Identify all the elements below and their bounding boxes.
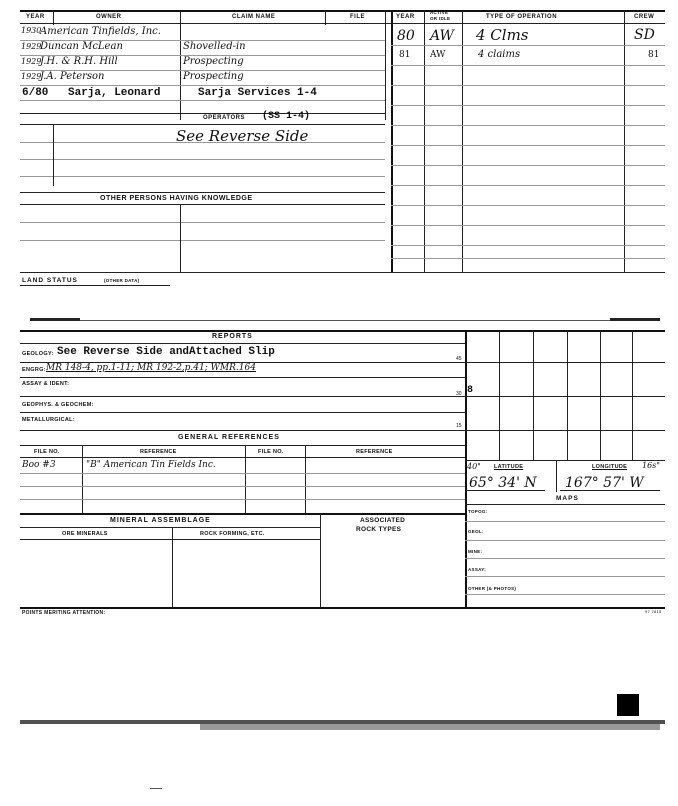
- scan-smudge: [200, 724, 660, 730]
- owner-year: 1930: [21, 26, 42, 35]
- activity-crew: 81: [648, 50, 660, 60]
- longitude-label: LONGITUDE: [592, 464, 628, 470]
- general-references-title: GENERAL REFERENCES: [178, 434, 280, 441]
- form-code: 97 7815: [645, 609, 662, 614]
- scan-smudge: [150, 788, 162, 789]
- maps-other-photos: OTHER (& PHOTOS): [468, 586, 517, 591]
- maps-geol: GEOL:: [468, 529, 484, 534]
- margin-mark-15: 15: [456, 423, 462, 429]
- header-year: YEAR: [26, 14, 45, 20]
- header-type-of-operation: TYPE OF OPERATION: [486, 14, 558, 20]
- owner-name: J.H. & R.H. Hill: [40, 56, 118, 67]
- latitude-label: LATITUDE: [494, 464, 524, 470]
- header-owner: OWNER: [96, 14, 122, 20]
- scan-smudge: [610, 318, 660, 321]
- scan-smudge: [30, 318, 80, 321]
- activity-crew: SD: [634, 27, 655, 43]
- col-reference-2: REFERENCE: [356, 449, 393, 455]
- owner-year: 1929: [21, 72, 42, 81]
- assay-ident-label: ASSAY & IDENT:: [22, 381, 70, 387]
- mineral-assemblage-title: MINERAL ASSEMBLAGE: [110, 517, 211, 524]
- operators-label: OPERATORS: [203, 115, 245, 121]
- scan-smudge: [80, 320, 660, 321]
- margin-mark-45: 45: [456, 356, 462, 362]
- owner-name: Sarja, Leonard: [68, 87, 161, 99]
- header-active: ACTIVE: [430, 10, 449, 15]
- operators-code: (SS 1-4): [262, 111, 311, 122]
- engrg-value: MR 148-4, pp.1-11; MR 192-2,p.41; WMR.164: [46, 363, 256, 373]
- points-meriting-label: POINTS MERITING ATTENTION:: [22, 610, 106, 616]
- col-file-no: FILE NO.: [34, 449, 60, 455]
- claim-name: Prospecting: [183, 71, 244, 82]
- reports-title: REPORTS: [212, 333, 253, 340]
- geology-label: GEOLOGY:: [22, 351, 54, 357]
- col-file-no-2: FILE NO.: [258, 449, 284, 455]
- owner-name: American Tinfields, Inc.: [40, 26, 161, 37]
- activity-status: AW: [430, 28, 454, 44]
- owner-name: Duncan McLean: [40, 41, 123, 52]
- header-crew: CREW: [634, 14, 655, 20]
- longitude-value: 167° 57' W: [565, 475, 644, 491]
- owner-year: 6/80: [22, 87, 49, 99]
- header-year-activity: YEAR: [396, 14, 415, 20]
- geology-value: See Reverse Side andAttached Slip: [57, 346, 275, 358]
- col-reference: REFERENCE: [140, 449, 177, 455]
- grid-mark: 8: [467, 385, 474, 396]
- rock-forming-label: ROCK FORMING, ETC.: [200, 531, 265, 537]
- engrg-label: ENGRG:: [22, 367, 46, 373]
- claim-name: Shovelled-in: [183, 41, 246, 52]
- operators-note: See Reverse Side: [176, 127, 309, 145]
- ref-reference: "B" American Tin Fields Inc.: [86, 460, 216, 470]
- maps-mine: MINE:: [468, 549, 483, 554]
- metallurgical-label: METALLURGICAL:: [22, 417, 75, 423]
- ore-minerals-label: ORE MINERALS: [62, 531, 108, 537]
- lon-suffix: 16s": [642, 461, 660, 470]
- associated-label: ASSOCIATED: [360, 517, 406, 524]
- claim-name: Sarja Services 1-4: [198, 87, 317, 99]
- activity-year: 80: [397, 28, 415, 44]
- owner-year: 1929: [21, 57, 42, 66]
- activity-status: AW: [430, 50, 446, 60]
- header-or-idle: OR IDLE: [430, 16, 451, 21]
- land-status-sublabel: (OTHER DATA): [104, 278, 140, 283]
- header-file: FILE: [350, 14, 365, 20]
- claim-name: Prospecting: [183, 56, 244, 67]
- geophys-geochem-label: GEOPHYS. & GEOCHEM:: [22, 402, 94, 408]
- rock-types-label: ROCK TYPES: [356, 526, 402, 533]
- activity-operation: 4 claims: [478, 49, 521, 60]
- ref-file-no: Boo #3: [22, 460, 56, 470]
- other-persons-label: OTHER PERSONS HAVING KNOWLEDGE: [100, 195, 253, 202]
- owner-year: 1929: [21, 42, 42, 51]
- owner-name: J.A. Peterson: [40, 71, 105, 82]
- maps-assay: ASSAY:: [468, 567, 487, 572]
- activity-year: 81: [399, 50, 411, 60]
- registration-mark: [617, 694, 639, 716]
- margin-mark-30: 30: [456, 391, 462, 397]
- maps-topog: TOPOG:: [468, 509, 488, 514]
- lat-prefix: 40": [467, 462, 481, 471]
- activity-operation: 4 Clms: [476, 26, 529, 44]
- header-claim-name: CLAIM NAME: [232, 14, 276, 20]
- maps-label: MAPS: [556, 495, 579, 502]
- land-status-label: LAND STATUS: [22, 277, 78, 284]
- latitude-value: 65° 34' N: [469, 475, 537, 491]
